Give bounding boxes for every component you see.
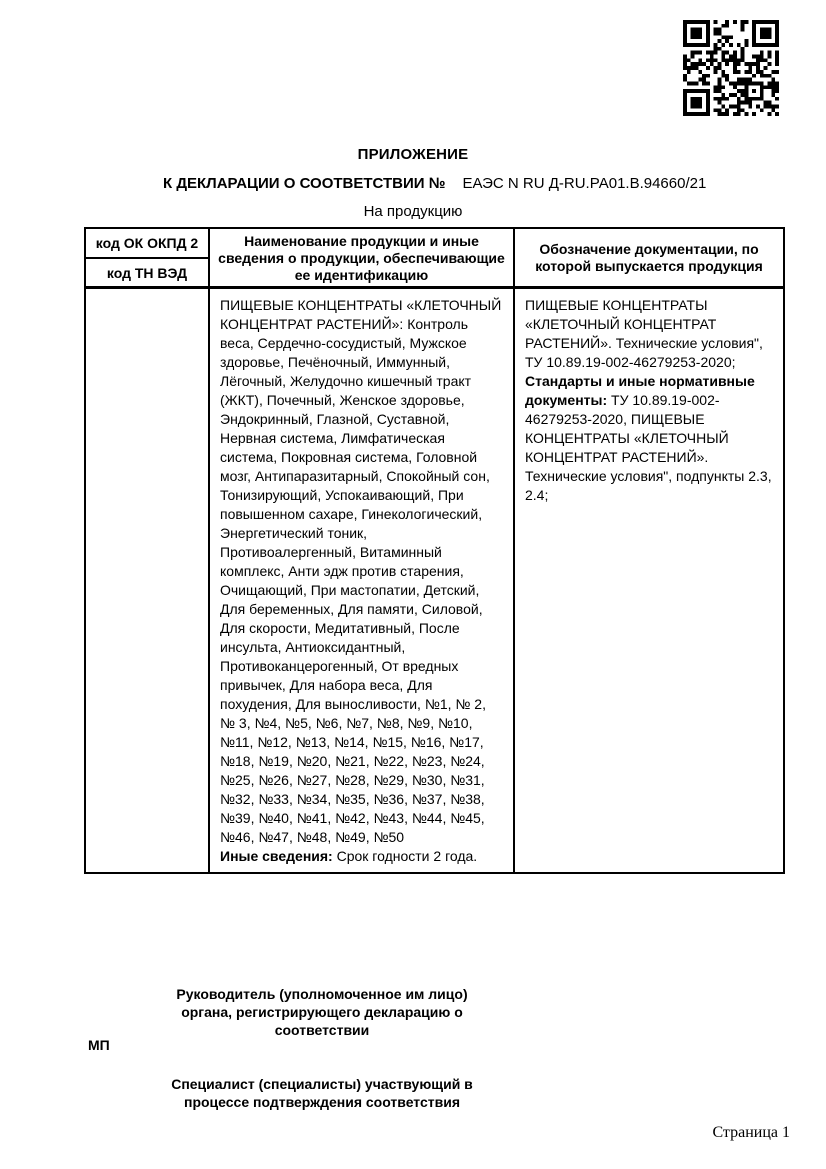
product-line-label: На продукцию xyxy=(363,203,463,220)
docs-standards-label: Стандарты и иные нормативные документы: xyxy=(525,373,755,408)
appendix-title: ПРИЛОЖЕНИЕ xyxy=(357,146,469,163)
products-table-body xyxy=(84,286,785,874)
product-description: ПИЩЕВЫЕ КОНЦЕНТРАТЫ «КЛЕТОЧНЫЙ КОНЦЕНТРАТ РАСТЕНИЙ»: Контроль веса, Сердечно-сосудистый, Мужское здоровье, Печёночный, Иммунный, Лёгочный, Желудочно кишечный тракт (ЖКТ), Почечный, Женское здоровье, Эндокринный, Глазной, Суставной, Нервная система, Лимфатическая система, Покровная система, Головной мозг, Антипаразитарный, Спокойный сон, Тонизирующий, Успокаивающий, При повышенном сахаре, Гинекологический, Энергетический тоник, Противоалергенный, Витаминный комплекс, Анти эдж против старения, Очищающий, При мастопатии, Детский, Для беременных, Для памяти, Силовой, Для скорости, Медитативный, После инсульта, Антиоксидантный, Противоканцерогенный, От вредных привычек, Для набора веса, Для похудения, Для выносливости, №1, № 2, № 3, №4, №5, №6, №7, №8, №9, №10, №11, №12, №13, №14, №15, №16, №17, №18, №19, №20, №21, №22, №23, №24, №25, №26, №27, №28, №29, №30, №31, №32, №33, №34, №35, №36, №37, №38, №39, №40, №41, №42, №43, №44, №45, №46, №47, №48, №49, №50 xyxy=(220,297,502,845)
cell-codes-empty xyxy=(85,287,209,873)
docs-standards-value: ТУ 10.89.19-002-46279253-2020, ПИЩЕВЫЕ КОНЦЕНТРАТЫ «КЛЕТОЧНЫЙ КОНЦЕНТРАТ РАСТЕНИЙ». Технические условия", подпункты 2.3, 2.4; xyxy=(525,392,772,503)
header-code-okpd2: код ОК ОКПД 2 xyxy=(85,228,209,258)
other-info-line xyxy=(220,847,504,866)
declaration-number: ЕАЭС N RU Д-RU.РА01.В.94660/21 xyxy=(462,175,707,192)
table-header-row-1 xyxy=(85,228,784,258)
docs-tu-line: ПИЩЕВЫЕ КОНЦЕНТРАТЫ «КЛЕТОЧНЫЙ КОНЦЕНТРАТ РАСТЕНИЙ». Технические условия", ТУ 10.89.19-002-46279253-2020; xyxy=(525,297,763,370)
page-number: Страница 1 xyxy=(712,1124,790,1141)
signature-specialist-label: Специалист (специалисты) участвующий в процессе подтверждения соответствия xyxy=(171,1076,473,1110)
docs-standards-line xyxy=(525,372,774,505)
header-docs: Обозначение документации, по которой выпускается продукция xyxy=(514,228,784,288)
declaration-label: К ДЕКЛАРАЦИИ О СООТВЕТСТВИИ № xyxy=(163,175,446,192)
header-code-tnved: код ТН ВЭД xyxy=(85,258,209,288)
cell-product-info xyxy=(209,287,514,873)
other-info-label: Иные сведения: xyxy=(220,848,333,864)
products-table-header xyxy=(84,227,785,289)
cell-docs xyxy=(514,287,784,873)
header-product-name: Наименование продукции и иные сведения о продукции, обеспечивающие ее идентификацию xyxy=(209,228,514,288)
signature-head-label: Руководитель (уполномоченное им лицо) органа, регистрирующего декларацию о соответствии xyxy=(176,986,468,1038)
qr-code xyxy=(683,20,779,116)
declaration-line xyxy=(163,175,706,192)
stamp-placeholder: МП xyxy=(88,1037,110,1053)
table-body-row xyxy=(85,287,784,873)
other-info-value: Срок годности 2 года. xyxy=(336,848,478,864)
